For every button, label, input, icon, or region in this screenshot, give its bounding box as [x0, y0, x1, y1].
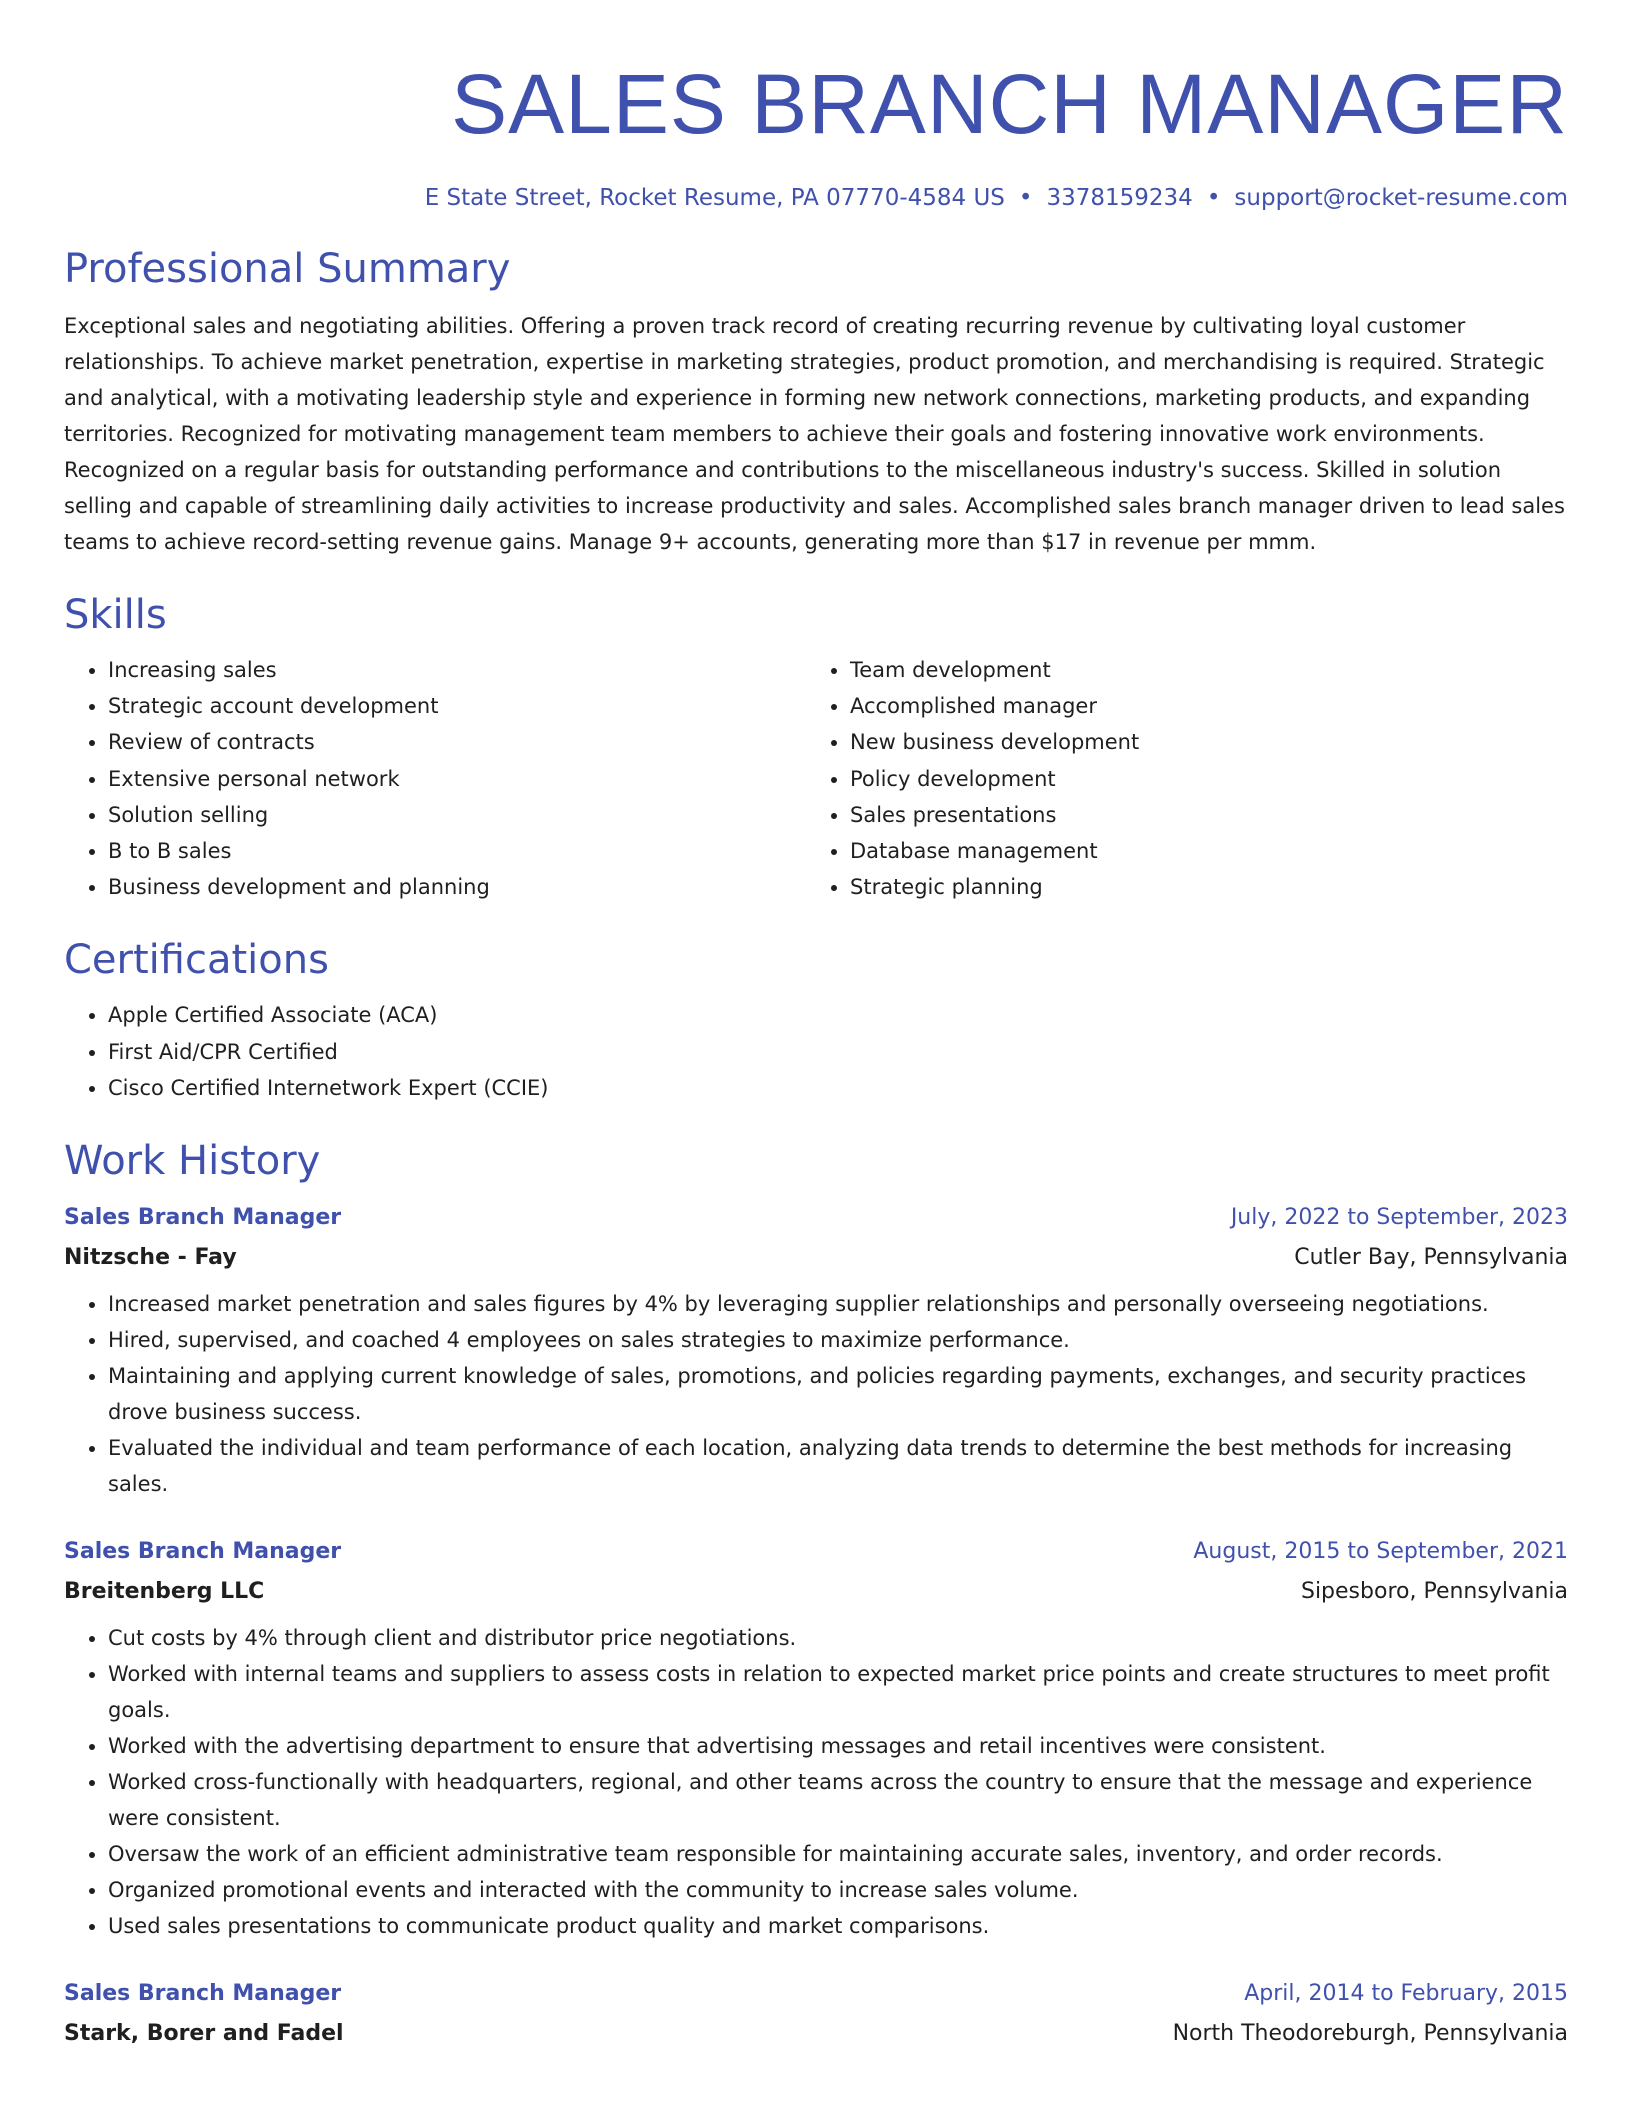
resume-header — [64, 0, 1568, 214]
bullet-separator: • — [1206, 185, 1221, 211]
job-bullet: • Used sales presentations to communicate product quality and market comparisons. — [108, 1908, 1568, 1944]
certification-item: • First Aid/CPR Certified — [108, 1034, 1568, 1070]
job-title: Sales Branch Manager — [64, 1981, 342, 2007]
job-entry — [64, 1532, 1568, 1944]
address-text: E State Street, Rocket Resume, PA 07770-4584 US — [424, 185, 1005, 211]
job-bullets — [64, 1286, 1568, 1502]
job-company-row — [64, 1572, 1568, 1612]
job-bullet: • Worked with the advertising department to ensure that advertising messages and retail incentives were consistent. — [108, 1728, 1568, 1764]
skill-item: • Team development — [850, 652, 1548, 688]
job-location: North Theodoreburgh, Pennsylvania — [1172, 2021, 1568, 2047]
certification-item: • Cisco Certified Internetwork Expert (CCIE) — [108, 1070, 1568, 1106]
job-title: Sales Branch Manager — [64, 1539, 342, 1565]
job-company: Breitenberg LLC — [64, 1579, 265, 1605]
skill-item: • B to B sales — [108, 833, 806, 869]
skill-item: • Increasing sales — [108, 652, 806, 688]
job-bullet: • Maintaining and applying current knowledge of sales, promotions, and policies regarding payments, exchanges, and security practices drove business success. — [108, 1358, 1568, 1430]
certification-item: • Apple Certified Associate (ACA) — [108, 997, 1568, 1033]
job-entry — [64, 1198, 1568, 1502]
skill-item: • New business development — [850, 724, 1548, 760]
summary-heading: Professional Summary — [64, 246, 511, 292]
job-bullet: • Organized promotional events and interacted with the community to increase sales volume. — [108, 1872, 1568, 1908]
job-bullet: • Worked cross-functionally with headquarters, regional, and other teams across the country to ensure that the message and experience were consistent. — [108, 1764, 1568, 1836]
email-link[interactable]: support@rocket-resume.com — [1234, 185, 1568, 211]
job-title: Sales Branch Manager — [64, 1205, 342, 1231]
job-location: Sipesboro, Pennsylvania — [1300, 1579, 1568, 1605]
job-entry — [64, 1974, 1568, 2054]
skills-list-left — [64, 652, 806, 905]
resume-page — [64, 0, 1568, 2054]
skills-grid — [64, 652, 1568, 905]
job-dates: April, 2014 to February, 2015 — [1244, 1981, 1568, 2007]
skill-item: • Solution selling — [108, 797, 806, 833]
skill-item: • Accomplished manager — [850, 688, 1548, 724]
job-title-row — [64, 1532, 1568, 1572]
candidate-title: SALES BRANCH MANAGER — [451, 57, 1568, 151]
skill-item: • Strategic account development — [108, 688, 806, 724]
skill-item: • Policy development — [850, 761, 1548, 797]
job-bullet: • Increased market penetration and sales figures by 4% by leveraging supplier relationships and personally overseeing negotiations. — [108, 1286, 1568, 1322]
skills-list-right — [806, 652, 1548, 905]
job-company-row — [64, 2014, 1568, 2054]
skill-item: • Extensive personal network — [108, 761, 806, 797]
skill-item: • Sales presentations — [850, 797, 1548, 833]
bullet-separator: • — [1018, 185, 1033, 211]
job-company: Nitzsche - Fay — [64, 1245, 237, 1271]
summary-text: Exceptional sales and negotiating abilities. Offering a proven track record of creating recurring revenue by cultivating loyal customer relationships. To achieve market penetration, expertise in marketing strategies, product promotion, and merchandising is required. Strategic and analytical, with a motivating leadership style and experience in forming new network connections, marketing products, and expanding territories. Recognized for motivating management team members to achieve their goals and fostering innovative work environments. Recognized on a regular basis for outstanding performance and contributions to the miscellaneous industry's success. Skilled in solution selling and capable of streamlining daily activities to increase productivity and sales. Accomplished sales branch manager driven to lead sales teams to achieve record-setting revenue gains. Manage 9+ accounts, generating more than $17 in revenue per mmm. — [64, 314, 1565, 554]
skills-heading: Skills — [64, 592, 167, 638]
job-dates: July, 2022 to September, 2023 — [1230, 1205, 1568, 1231]
job-bullet: • Hired, supervised, and coached 4 employees on sales strategies to maximize performance. — [108, 1322, 1568, 1358]
skill-item: • Database management — [850, 833, 1548, 869]
contact-line — [64, 182, 1568, 214]
job-company-row — [64, 1238, 1568, 1278]
job-title-row — [64, 1198, 1568, 1238]
job-bullet: • Worked with internal teams and suppliers to assess costs in relation to expected market price points and create structures to meet profit goals. — [108, 1656, 1568, 1728]
certifications-heading: Certifications — [64, 937, 329, 984]
job-company: Stark, Borer and Fadel — [64, 2021, 344, 2047]
job-location: Cutler Bay, Pennsylvania — [1294, 1245, 1568, 1271]
certifications-list — [64, 997, 1568, 1106]
job-bullet: • Oversaw the work of an efficient administrative team responsible for maintaining accurate sales, inventory, and order records. — [108, 1836, 1568, 1872]
job-dates: August, 2015 to September, 2021 — [1193, 1539, 1568, 1565]
job-bullet: • Evaluated the individual and team performance of each location, analyzing data trends to determine the best methods for increasing sales. — [108, 1430, 1568, 1502]
job-bullet: • Cut costs by 4% through client and distributor price negotiations. — [108, 1620, 1568, 1656]
work-history-heading: Work History — [64, 1138, 321, 1185]
skill-item: • Strategic planning — [850, 869, 1548, 905]
skill-item: • Review of contracts — [108, 724, 806, 760]
job-bullets — [64, 1620, 1568, 1944]
phone-text: 3378159234 — [1046, 185, 1193, 211]
job-title-row — [64, 1974, 1568, 2014]
skill-item: • Business development and planning — [108, 869, 806, 905]
